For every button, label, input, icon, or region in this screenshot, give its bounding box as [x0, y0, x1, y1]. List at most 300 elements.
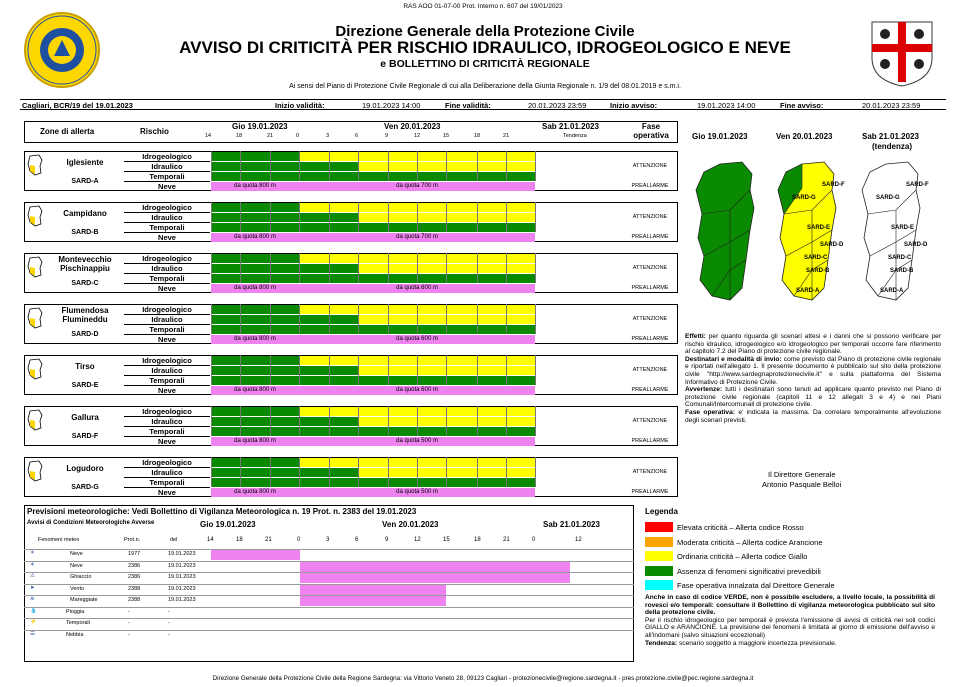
title-1: Direzione Generale della Protezione Civile: [335, 23, 635, 40]
meteo-col-prot: Prot.n.: [124, 537, 141, 543]
meteo-hour: 21: [265, 537, 272, 543]
meteo-hour: 18: [236, 537, 243, 543]
hazard-label: Idrogeologico: [124, 457, 210, 467]
map-zone-label: SARD-C: [804, 255, 828, 261]
col-line: [240, 253, 241, 283]
green-bar: [211, 356, 299, 365]
col-line: [506, 406, 507, 436]
zone-code: SARD-B: [71, 229, 99, 236]
regione-sardegna-logo: [24, 12, 100, 88]
col-line: [270, 151, 271, 181]
phase-prealarm: PREALLARME: [631, 183, 669, 189]
green-bar: [211, 274, 358, 283]
map-day1: Gio 19.01.2023: [692, 132, 748, 141]
meteo-row: [24, 618, 634, 629]
hour-tick: 3: [326, 133, 330, 139]
col-line: [270, 202, 271, 232]
meteo-icon: 💧: [30, 607, 37, 614]
meteo-del: -: [168, 620, 170, 626]
phase-attention: ATTENZIONE: [632, 214, 668, 220]
hour-tick: 18: [474, 133, 481, 139]
sardinia-mini-icon: [26, 409, 44, 431]
meteo-col-phen: Fenomeni meteo: [38, 537, 80, 543]
sardinia-mini-icon: [26, 154, 44, 176]
hazard-label: Idrogeologico: [124, 355, 210, 365]
legend-swatch: [645, 537, 673, 547]
col-line: [417, 253, 418, 283]
hazard-label: Temporali: [124, 477, 210, 487]
map-zone-label: SARD-E: [891, 225, 915, 231]
day3: Sab 21.01.2023: [542, 122, 599, 131]
green-bar: [211, 376, 358, 385]
hazard-label: Neve: [124, 487, 210, 497]
zone-code: SARD-G: [71, 484, 99, 491]
col-line: [535, 253, 536, 283]
map-zone-label: SARD-D: [820, 242, 844, 248]
map-zone-label: SARD-C: [888, 255, 912, 261]
col-line: [506, 253, 507, 283]
hour-tick: 12: [414, 133, 421, 139]
map-day3: Sab 21.01.2023: [862, 132, 919, 141]
green-bar: [211, 427, 358, 436]
zone-code: SARD-C: [71, 280, 99, 287]
hour-tick: 9: [385, 133, 389, 139]
hazard-label: Temporali: [124, 375, 210, 385]
meteo-hour: 0: [532, 537, 536, 543]
meteo-del: -: [168, 631, 170, 638]
meteo-del: 19.01.2023: [168, 597, 196, 603]
snow-bar-2: da quota 700 m: [299, 182, 535, 191]
meteo-phen: Nebbia: [66, 631, 84, 638]
dest-text: come previsto dal Piano di protezione civile regionale e riportati nell'allegato 1. Il presente documento è pubblicato sul sito della protezione civile "http://www.sardegnaprotezionecivile.it" e sulla piattaforma del Sistema Informativo di Protezione Civile.: [685, 355, 941, 386]
meteo-prot: 2386: [128, 574, 141, 580]
snow-bar-2: da quota 600 m: [299, 335, 535, 344]
col-line: [211, 151, 212, 181]
sardinia-mini-icon: [26, 256, 44, 278]
col-line: [329, 406, 330, 436]
snow-bar-1: da quota 800 m: [211, 335, 299, 344]
col-line: [388, 151, 389, 181]
legend-label: Ordinaria criticità – Allerta codice Giallo: [677, 552, 808, 561]
map-day3-trend: (tendenza): [872, 142, 912, 151]
col-line: [240, 304, 241, 334]
meteo-del: 19.01.2023: [168, 574, 196, 580]
meteo-day1: Gio 19.01.2023: [200, 520, 256, 529]
hour-tick: 18: [236, 133, 243, 139]
meteo-icon: ≋: [30, 596, 35, 602]
trend: Tendenza: [563, 133, 587, 139]
hazard-label: Idraulico: [124, 365, 210, 375]
legend-label: Elevata criticità – Allerta codice Rosso: [677, 523, 804, 532]
legend-note2: Per il rischio idrogeologico per temporali è prevista l'emissione di avvisi di criticità nei soli codici GIALLO e ARANCIONE. La previsione dei fenomeni è limitata al giorno di emissione dell'avviso e all'indomani (salvo situazioni eccezionali): [645, 616, 935, 639]
hour-tick: 21: [267, 133, 274, 139]
hazard-label: Temporali: [124, 273, 210, 283]
col-line: [299, 355, 300, 385]
hazard-label: Idrogeologico: [124, 253, 210, 263]
col-line: [240, 151, 241, 181]
legend-swatch: [645, 566, 673, 576]
col-line: [211, 304, 212, 334]
map-zone-label: SARD-G: [876, 195, 900, 201]
col-line: [358, 202, 359, 232]
col-line: [270, 304, 271, 334]
avviso-start-value: 19.01.2023 14:00: [697, 101, 756, 110]
col-line: [506, 355, 507, 385]
map-zone-label: SARD-B: [806, 268, 830, 274]
col-line: [388, 253, 389, 283]
hazard-label: Neve: [124, 436, 210, 446]
meteo-hour: 14: [207, 537, 214, 543]
hazard-label: Idrogeologico: [124, 151, 210, 161]
snow-bar-1: da quota 800 m: [211, 437, 299, 446]
col-line: [358, 151, 359, 181]
avviso-end-label: Fine avviso:: [780, 101, 824, 110]
hazard-label: Idraulico: [124, 212, 210, 222]
col-line: [477, 304, 478, 334]
green-bar: [211, 417, 358, 426]
meteo-hour: 21: [503, 537, 510, 543]
validity-row: [20, 99, 946, 110]
green-bar: [211, 203, 299, 212]
col-line: [329, 253, 330, 283]
col-line: [211, 457, 212, 487]
zone-code: SARD-D: [71, 331, 99, 338]
meteo-prot: 2388: [128, 585, 141, 592]
start-label: Inizio validità:: [275, 101, 325, 110]
col-line: [535, 457, 536, 487]
hazard-label: Neve: [124, 283, 210, 293]
meteo-title: Previsioni meteorologiche: Vedi Bollettino di Vigilanza Meteorologica n. 19 Prot. n. 2383 del 19.01.2023: [27, 507, 417, 516]
meteo-hour: 15: [443, 537, 450, 543]
hazard-label: Neve: [124, 181, 210, 191]
col-line: [506, 151, 507, 181]
phase-attention: ATTENZIONE: [632, 163, 668, 169]
green-bar: [211, 325, 358, 334]
map-day2: Ven 20.01.2023: [776, 132, 833, 141]
hour-tick: 0: [296, 133, 300, 139]
meteo-prot: -: [128, 631, 130, 638]
col-line: [240, 457, 241, 487]
hazard-label: Temporali: [124, 171, 210, 181]
meteo-phen: Neve: [70, 551, 83, 557]
col-line: [506, 202, 507, 232]
meteo-bar: [300, 596, 446, 606]
legend-swatch: [645, 551, 673, 561]
sardinia-mini-icon: [26, 307, 44, 329]
avv-text: tutti i destinatari sono tenuti ad applicare quanto previsto nel Piano di protezione civile regionale (capitoli 11 e 12 allegati 3 e 4) e nei Piani Comunali/Intercomunali di protezione civile.: [685, 386, 941, 409]
col-line: [417, 304, 418, 334]
snow-bar-1: da quota 800 m: [211, 284, 299, 293]
hazard-label: Temporali: [124, 324, 210, 334]
hazard-label: Idrogeologico: [124, 304, 210, 314]
col-line: [299, 151, 300, 181]
avviso-start-label: Inizio avviso:: [610, 101, 658, 110]
hazard-label: Idraulico: [124, 314, 210, 324]
map-zone-label: SARD-E: [807, 225, 831, 231]
map-zone-label: SARD-G: [792, 195, 816, 201]
hazard-label: Idrogeologico: [124, 406, 210, 416]
meteo-bar: [300, 562, 570, 572]
col-line: [535, 151, 536, 181]
snow-bar-1: da quota 800 m: [211, 182, 299, 191]
phase-attention: ATTENZIONE: [632, 316, 668, 322]
phase-attention: ATTENZIONE: [632, 418, 668, 424]
col-line: [358, 253, 359, 283]
tend-label: Tendenza:: [645, 639, 678, 647]
col-line: [388, 406, 389, 436]
green-bar: [211, 315, 358, 324]
legend-title: Legenda: [645, 507, 678, 516]
meteo-prot: 1977: [128, 551, 141, 557]
meteo-col-del: del: [170, 537, 178, 543]
meteo-row: [24, 630, 634, 641]
zone-name: Tirso: [75, 362, 95, 371]
sardinia-mini-icon: [26, 358, 44, 380]
hour-tick: 14: [205, 133, 212, 139]
hour-tick: 21: [503, 133, 510, 139]
map-zone-label: SARD-F: [822, 182, 845, 188]
dest-label: Destinatari e modalità di invio:: [685, 355, 782, 363]
meteo-icon: ✳: [30, 561, 35, 568]
col-line: [329, 304, 330, 334]
col-line: [506, 304, 507, 334]
green-bar: [211, 264, 358, 273]
col-line: [477, 253, 478, 283]
legend-label: Moderata criticità – Allerta codice Arancione: [677, 537, 823, 547]
col-line: [299, 406, 300, 436]
green-bar: [211, 305, 299, 314]
snow-bar-1: da quota 800 m: [211, 488, 299, 497]
phase-attention: ATTENZIONE: [632, 367, 668, 373]
legend-swatch: [645, 522, 673, 532]
notes: [685, 333, 941, 424]
col-risk: Rischio: [140, 127, 169, 136]
zone-code: SARD-F: [71, 433, 99, 440]
meteo-icon: ⚠: [30, 573, 35, 579]
sign-name: Antonio Pasquale Belloi: [762, 480, 842, 489]
col-line: [240, 355, 241, 385]
sardinia-map-1: [690, 160, 770, 310]
col-line: [417, 457, 418, 487]
zone-name: Campidano: [63, 209, 107, 218]
green-bar: [211, 478, 358, 487]
col-line: [388, 304, 389, 334]
col-line: [446, 406, 447, 436]
col-line: [211, 202, 212, 232]
meteo-phen: Ghiaccio: [70, 574, 92, 580]
meteo-phen: Pioggia: [66, 608, 85, 615]
col-line: [358, 355, 359, 385]
col-line: [329, 151, 330, 181]
map-zone-label: SARD-A: [880, 288, 904, 294]
meteo-bar: [300, 585, 446, 595]
tend-text: scenario soggetto a maggiore incertezza previsionale.: [678, 639, 837, 647]
phase-prealarm: PREALLARME: [631, 234, 669, 240]
hazard-label: Neve: [124, 232, 210, 242]
meteo-del: -: [168, 608, 170, 615]
col-line: [211, 406, 212, 436]
meteo-icon: ☰: [30, 630, 35, 637]
fase-text: e' indicata la massima. Da correlare temporalmente all'evoluzione degli scenari previsti.: [685, 408, 941, 424]
col-line: [388, 202, 389, 232]
col-line: [477, 406, 478, 436]
col-line: [477, 151, 478, 181]
meteo-hour: 9: [385, 537, 389, 543]
sign-title: Il Direttore Generale: [768, 470, 836, 479]
col-line: [477, 355, 478, 385]
snow-bar-2: da quota 600 m: [299, 386, 535, 395]
col-line: [506, 457, 507, 487]
start-value: 19.01.2023 14:00: [362, 101, 421, 110]
meteo-hour: 12: [414, 537, 421, 543]
green-bar: [211, 172, 358, 181]
meteo-prot: 2388: [128, 597, 141, 603]
col-line: [358, 304, 359, 334]
col-line: [299, 304, 300, 334]
col-line: [446, 304, 447, 334]
green-bar: [211, 162, 358, 171]
meteo-del: 19.01.2023: [168, 585, 196, 592]
hazard-label: Idraulico: [124, 161, 210, 171]
snow-bar-1: da quota 800 m: [211, 386, 299, 395]
hazard-label: Idraulico: [124, 416, 210, 426]
col-line: [329, 355, 330, 385]
footer: Direzione Generale della Protezione Civile della Regione Sardegna: via Vittorio Veneto 28, 09123 Cagliari - protezionecivile@regione.sardegna.it - pres.protezione.civile@pec.regione.sardegna.it: [212, 675, 754, 682]
col-line: [535, 304, 536, 334]
zone-code: SARD-E: [71, 382, 99, 389]
col-phase: Fase operativa: [633, 122, 669, 140]
hazard-label: Idraulico: [124, 467, 210, 477]
end-label: Fine validità:: [445, 101, 491, 110]
map-zone-label: SARD-B: [890, 268, 914, 274]
snow-bar-2: da quota 700 m: [299, 233, 535, 242]
title-3: e BOLLETTINO DI CRITICITÀ REGIONALE: [380, 58, 590, 70]
col-line: [446, 253, 447, 283]
col-line: [446, 151, 447, 181]
green-bar: [211, 468, 358, 477]
phase-attention: ATTENZIONE: [632, 265, 668, 271]
meteo-hour: 12: [575, 537, 582, 543]
col-line: [388, 457, 389, 487]
col-line: [270, 253, 271, 283]
meteo-hour: 18: [474, 537, 481, 543]
phase-attention: ATTENZIONE: [632, 469, 668, 475]
snow-bar-2: da quota 500 m: [299, 437, 535, 446]
avviso-end-value: 20.01.2023 23:59: [862, 101, 921, 110]
effetti-label: Effetti:: [685, 333, 706, 340]
col-line: [446, 202, 447, 232]
col-line: [270, 355, 271, 385]
col-line: [299, 253, 300, 283]
col-line: [358, 457, 359, 487]
col-line: [299, 457, 300, 487]
avv-label: Avvertenze:: [685, 386, 723, 394]
meteo-prot: -: [128, 620, 130, 626]
col-zone: Zone di allerta: [40, 127, 95, 136]
meteo-icon: ✳: [30, 550, 35, 556]
green-bar: [211, 152, 299, 161]
col-line: [535, 202, 536, 232]
col-line: [240, 406, 241, 436]
meteo-prot: 2386: [128, 562, 141, 569]
map-zone-label: SARD-F: [906, 182, 929, 188]
meteo-day3: Sab 21.01.2023: [543, 520, 600, 529]
col-line: [358, 406, 359, 436]
col-line: [270, 457, 271, 487]
col-line: [477, 202, 478, 232]
hour-tick: 6: [355, 133, 359, 139]
title-2: AVVISO DI CRITICITÀ PER RISCHIO IDRAULICO, IDROGEOLOGICO E NEVE: [179, 38, 791, 57]
col-line: [477, 457, 478, 487]
phase-prealarm: PREALLARME: [631, 489, 669, 495]
green-bar: [211, 458, 299, 467]
meteo-icon: ➤: [30, 584, 35, 591]
map-zone-label: SARD-A: [796, 288, 820, 294]
zone-name: Iglesiente: [66, 158, 104, 167]
zone-name: Montevecchio Pischinappiu: [58, 255, 112, 273]
title-4: Ai sensi del Piano di Protezione Civile Regionale di cui alla Deliberazione della Giunta Regionale n. 1/9 del 08.01.2019 e s.m.i.: [289, 83, 681, 90]
zone-name: Flumendosa Flumineddu: [61, 306, 109, 324]
meteo-sub: Avvisi di Condizioni Meteorologiche Avverse: [27, 520, 155, 526]
col-line: [417, 202, 418, 232]
col-line: [417, 406, 418, 436]
zone-code: SARD-A: [71, 178, 99, 185]
meteo-del: 19.01.2023: [168, 551, 196, 557]
meteo-phen: Mareggiate: [70, 597, 98, 603]
effetti-text: per quanto riguarda gli scenari attesi e i danni che si possono verificare per rischio idraulico, idrogeologico e/o idrogeologico per temporali occorre fare riferimento al capitolo 7.2 del Piano di protezione civile regionale.: [685, 333, 941, 356]
meteo-prot: -: [128, 608, 130, 615]
day2: Ven 20.01.2023: [384, 122, 441, 131]
sardinia-mini-icon: [26, 460, 44, 482]
hazard-label: Idraulico: [124, 263, 210, 273]
day1: Gio 19.01.2023: [232, 122, 288, 131]
meteo-bar: [211, 550, 300, 560]
protocol-line: RAS AOO 01-07-00 Prot. Interno n. 607 del 19/01/2023: [403, 3, 563, 10]
meteo-bar: [300, 573, 570, 583]
meteo-hour: 6: [355, 537, 359, 543]
col-line: [240, 202, 241, 232]
map-zone-label: SARD-D: [904, 242, 928, 248]
col-line: [417, 355, 418, 385]
meteo-row: [24, 607, 634, 618]
fase-label: Fase operativa:: [685, 408, 735, 416]
meteo-icon: ⚡: [30, 619, 37, 625]
col-line: [417, 151, 418, 181]
legend-notes: [645, 594, 935, 647]
green-bar: [211, 407, 299, 416]
legend-swatch: [645, 580, 673, 590]
col-line: [446, 457, 447, 487]
green-bar: [211, 254, 299, 263]
meteo-day2: Ven 20.01.2023: [382, 520, 439, 529]
col-line: [329, 457, 330, 487]
end-value: 20.01.2023 23:59: [528, 101, 587, 110]
col-line: [446, 355, 447, 385]
zone-name: Gallura: [71, 413, 99, 422]
place-date: Cagliari, BCR/19 del 19.01.2023: [22, 101, 133, 110]
sardinia-crest: [864, 14, 940, 90]
col-line: [270, 406, 271, 436]
zone-name: Logudoro: [66, 464, 104, 473]
phase-prealarm: PREALLARME: [631, 336, 669, 342]
green-bar: [211, 213, 358, 222]
meteo-phen: Vento: [70, 585, 85, 592]
snow-bar-1: da quota 800 m: [211, 233, 299, 242]
sardinia-mini-icon: [26, 205, 44, 227]
legend-label: Fase operativa innalzata dal Direttore Generale: [677, 581, 835, 590]
hazard-label: Idrogeologico: [124, 202, 210, 212]
col-line: [211, 355, 212, 385]
